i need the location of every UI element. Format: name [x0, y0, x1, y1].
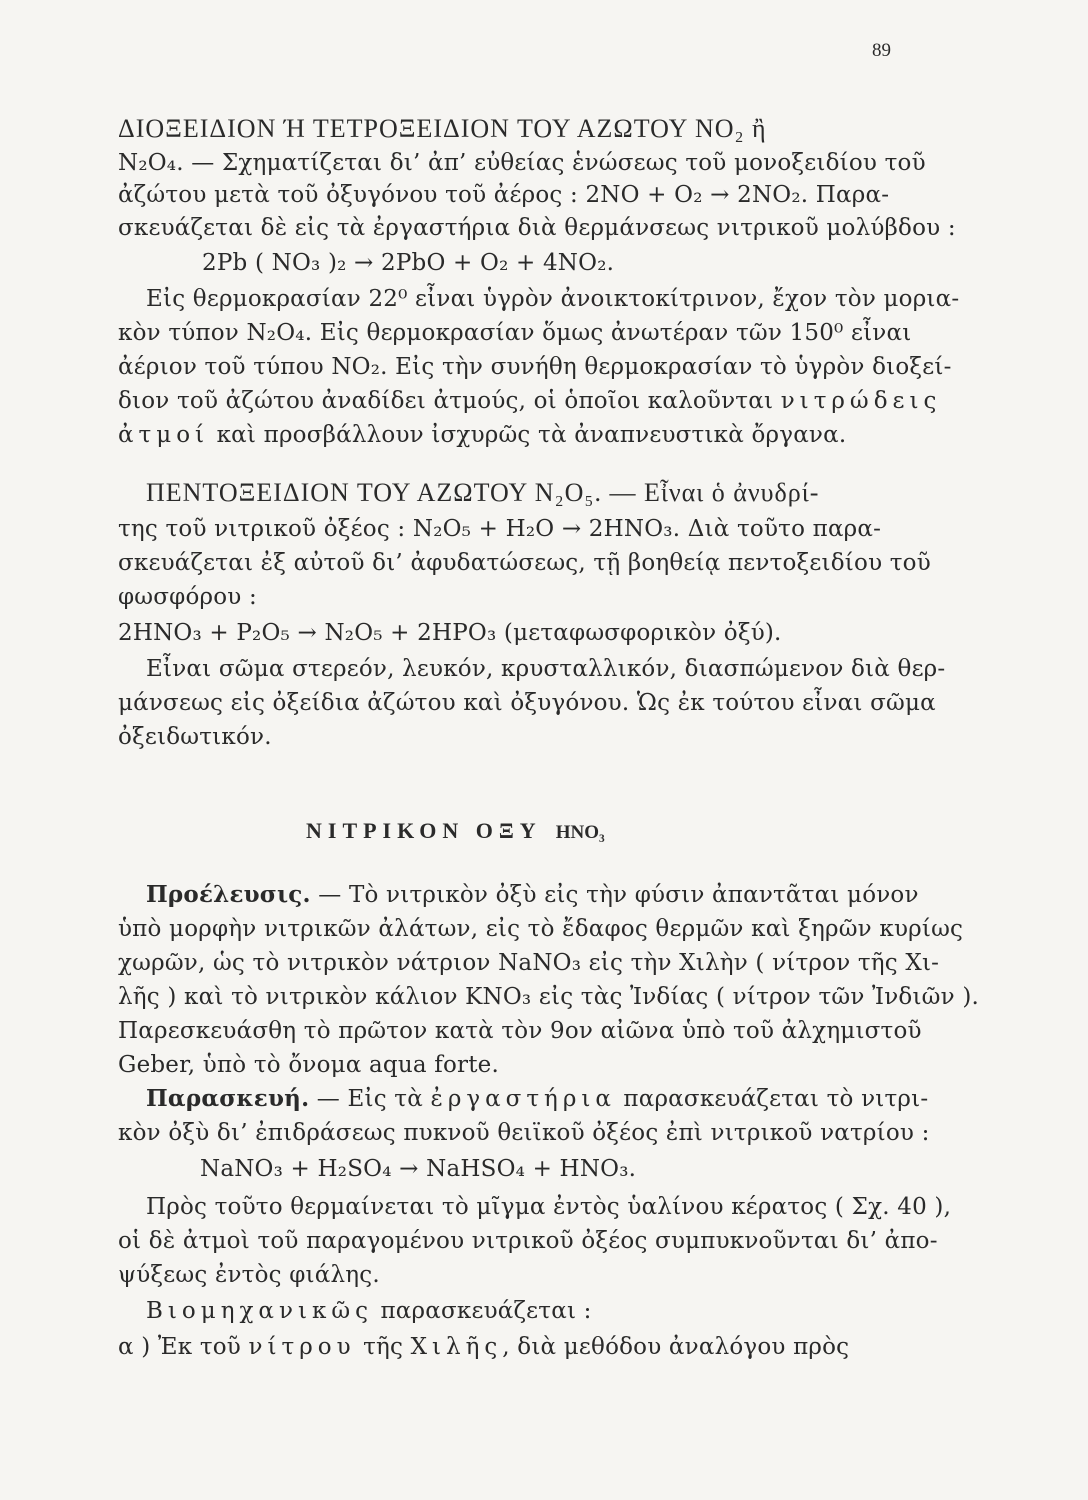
text-span: καὶ προσβάλλουν ἰσχυρῶς τὰ ἀναπνευστικὰ ὄργανα. [209, 422, 847, 448]
text-line: της τοῦ νιτρικοῦ ὀξέος : N₂O₅ + H₂O → 2HNO₃. Διὰ τοῦτο παρα- [118, 516, 882, 542]
text-line [146, 880, 919, 910]
text-span: — Εἰς τὰ [309, 1086, 431, 1112]
spaced-text: Χιλῆς [410, 1334, 503, 1360]
text-line: ὑπὸ μορφὴν νιτρικῶν ἀλάτων, εἰς τὸ ἔδαφος θερμῶν καὶ ξηρῶν κυρίως [118, 916, 964, 942]
spaced-text: Βιομηχανικῶς [146, 1298, 373, 1324]
text-line: Geber, ὑπὸ τὸ ὄνομα aqua forte. [118, 1052, 500, 1078]
text-span: , διὰ μεθόδου ἀναλόγου πρὸς [502, 1334, 850, 1360]
spaced-text: ἐργαστήρια [430, 1086, 616, 1112]
text-span: τῆς [363, 1334, 404, 1360]
text-line: κὸν τύπον N₂O₄. Εἰς θερμοκρασίαν ὅμως ἀνωτέραν τῶν 150⁰ εἶναι [118, 320, 912, 346]
text-line: σκευάζεται δὲ εἰς τὰ ἐργαστήρια διὰ θερμάνσεως νιτρικοῦ μολύβδου : [118, 215, 956, 241]
text-span: α ) Ἐκ τοῦ [118, 1334, 249, 1360]
chemical-equation: 2Pb ( NO₃ )₂ → 2PbO + O₂ + 4NO₂. [202, 250, 615, 276]
section-title-nitrogen-dioxide: ΔΙΟΞΕΙΔΙΟΝ Ή ΤΕΤΡΟΞΕΙΔΙΟΝ ΤΟΥ ΑΖΩΤΟΥ NO₂ ἢ [118, 114, 767, 143]
text-line: Παρεσκευάσθη τὸ πρῶτον κατὰ τὸν 9ον αἰῶνα ὑπὸ τοῦ ἀλχημιστοῦ [118, 1018, 922, 1044]
section-heading-nitric-acid [306, 818, 605, 844]
text-line [146, 1296, 592, 1326]
bold-term: Παρασκευή. [146, 1085, 310, 1112]
text-line [118, 1332, 849, 1362]
spaced-text: ἀτμοί [118, 422, 210, 448]
text-span: διον τοῦ ἀζώτου ἀναδίδει ἀτμούς, οἱ ὁποῖοι καλοῦνται [118, 388, 781, 414]
section-title-nitrogen-pentoxide: ΠΕΝΤΟΞΕΙΔΙΟΝ ΤΟΥ ΑΖΩΤΟΥ N₂O₅. — Εἶναι ὁ ἀνυδρί- [146, 478, 820, 507]
text-line: ἀέριον τοῦ τύπου NO₂. Εἰς τὴν συνήθη θερμοκρασίαν τὸ ὑγρὸν διοξεί- [118, 354, 952, 380]
spaced-text: νίτρου [248, 1334, 356, 1360]
text-line [146, 1084, 928, 1114]
text-line: οἱ δὲ ἀτμοὶ τοῦ παραγομένου νιτρικοῦ ὀξέος συμπυκνοῦνται δι’ ἀπο- [118, 1228, 938, 1254]
text-line: μάνσεως εἰς ὀξείδια ἀζώτου καὶ ὀξυγόνου. Ὡς ἐκ τούτου εἶναι σῶμα [118, 690, 936, 716]
text-line: Εἶναι σῶμα στερεόν, λευκόν, κρυσταλλικόν, διασπώμενον διὰ θερ- [146, 656, 946, 682]
text-span: παρασκευάζεται τὸ νιτρι- [615, 1086, 929, 1112]
text-span: παρασκευάζεται : [372, 1298, 592, 1324]
text-line [118, 420, 846, 450]
chemical-equation: NaNO₃ + H₂SO₄ → NaHSO₄ + HNO₃. [200, 1156, 637, 1182]
text-line [118, 386, 941, 416]
page-number: 89 [872, 40, 891, 61]
text-line: ἀζώτου μετὰ τοῦ ὀξυγόνου τοῦ ἀέρος : 2NO + O₂ → 2NO₂. Παρα- [118, 182, 890, 208]
bold-term: Προέλευσις. [146, 881, 311, 908]
text-line: Πρὸς τοῦτο θερμαίνεται τὸ μῖγμα ἐντὸς ὑαλίνου κέρατος ( Σχ. 40 ), [146, 1194, 952, 1220]
text-line: χωρῶν, ὡς τὸ νιτρικὸν νάτριον NaNO₃ εἰς τὴν Χιλὴν ( νίτρον τῆς Χι- [118, 950, 940, 976]
text-line: φωσφόρου : [118, 584, 257, 610]
text-line: λῆς ) καὶ τὸ νιτρικὸν κάλιον KNO₃ εἰς τὰς Ἰνδίας ( νίτρον τῶν Ἰνδιῶν ). [118, 984, 979, 1010]
spaced-text: νιτρώδεις [780, 388, 942, 414]
chemical-equation: 2HNO₃ + P₂O₅ → N₂O₅ + 2HPO₃ (μεταφωσφορικὸν ὀξύ). [118, 620, 782, 646]
heading-formula: HNO₃ [555, 822, 605, 843]
text-line: ὀξειδωτικόν. [118, 724, 272, 750]
text-line: σκευάζεται ἐξ αὐτοῦ δι’ ἀφυδατώσεως, τῇ βοηθείᾳ πεντοξειδίου τοῦ [118, 550, 931, 576]
text-line: κὸν ὀξὺ δι’ ἐπιδράσεως πυκνοῦ θειϊκοῦ ὀξέος ἐπὶ νιτρικοῦ νατρίου : [118, 1120, 930, 1146]
text-line: N₂O₄. — Σχηματίζεται δι’ ἀπ’ εὐθείας ἑνώσεως τοῦ μονοξειδίου τοῦ [118, 150, 926, 176]
text-line: Εἰς θερμοκρασίαν 22⁰ εἶναι ὑγρὸν ἀνοικτοκίτρινον, ἔχον τὸν μορια- [146, 286, 960, 312]
text-span: — Τὸ νιτρικὸν ὀξὺ εἰς τὴν φύσιν ἀπαντᾶται μόνον [310, 882, 919, 908]
text-line: ψύξεως ἐντὸς φιάλης. [118, 1262, 380, 1288]
heading-text: ΝΙΤΡΙΚΟΝ ΟΞΥ [306, 818, 542, 843]
text-span [356, 1334, 364, 1360]
text-span [403, 1334, 411, 1360]
